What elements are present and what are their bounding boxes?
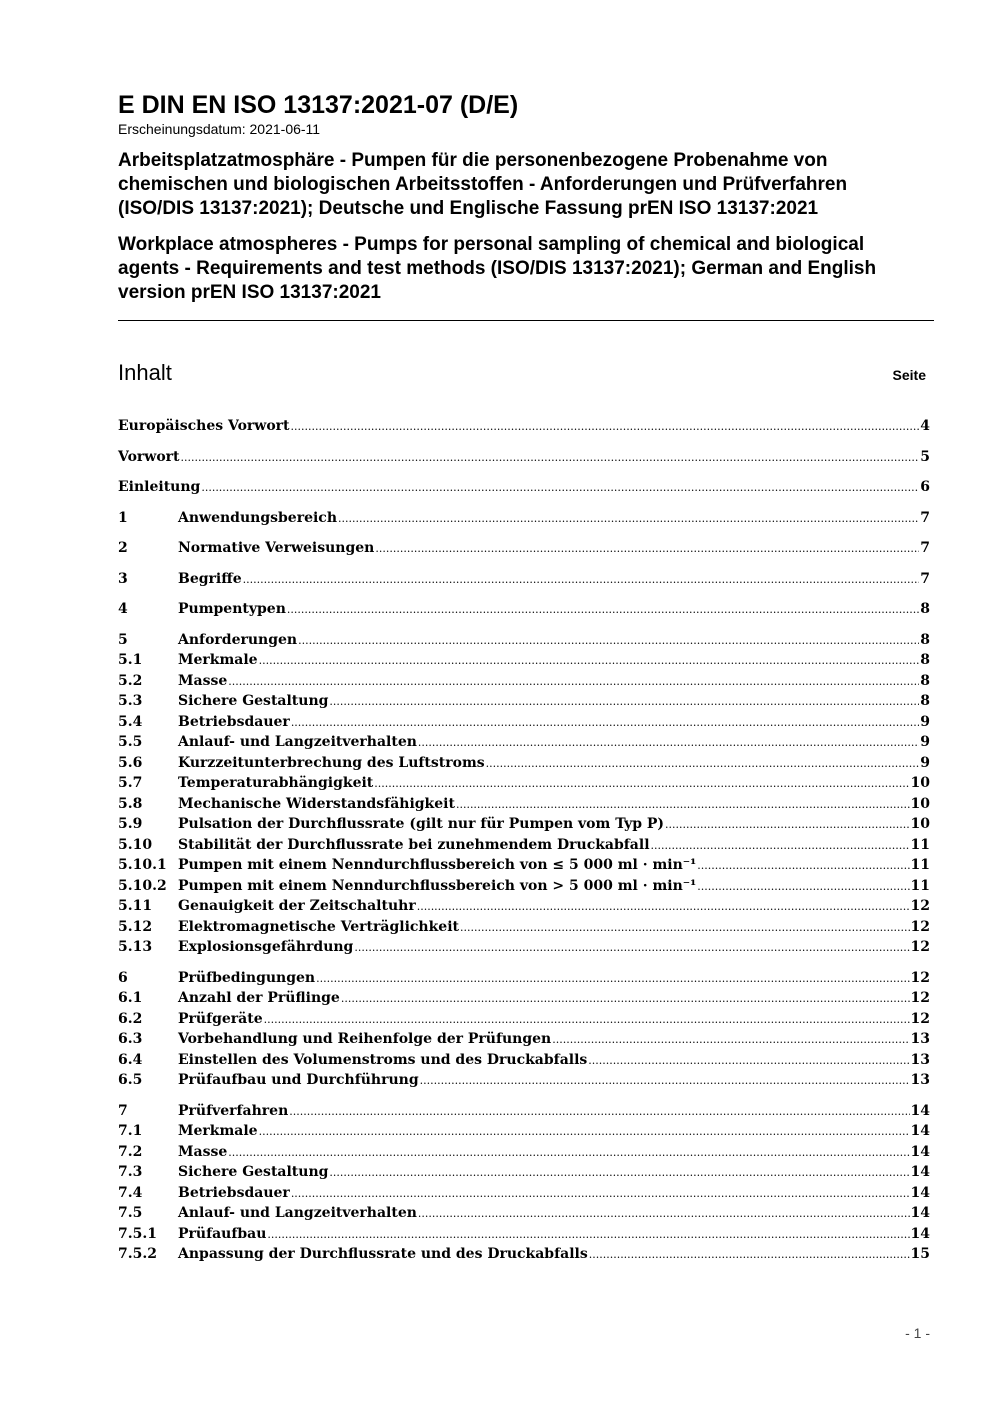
- toc-entry-page: 7: [920, 509, 930, 526]
- toc-entry-page: 12: [910, 898, 930, 914]
- toc-entry-page: 12: [910, 990, 930, 1006]
- toc-entry-number: 4: [118, 601, 128, 617]
- toc-entry[interactable]: [118, 835, 930, 856]
- toc-entry-label: Europäisches Vorwort: [118, 418, 290, 434]
- toc-entry-page: 9: [920, 713, 930, 730]
- toc-page-column-label: Seite: [892, 367, 926, 383]
- toc-entry[interactable]: [118, 1162, 930, 1183]
- publication-date: Erscheinungsdatum: 2021-06-11: [118, 121, 321, 137]
- toc-entry-label: Stabilität der Durchflussrate bei zunehmendem Druckabfall: [178, 836, 650, 853]
- toc-entry-label: Merkmale: [178, 652, 258, 668]
- toc-entry-label: Einleitung: [118, 479, 201, 495]
- toc-entry-label: Normative Verweisungen: [178, 540, 375, 556]
- title-english-line: agents - Requirements and test methods (ISO/DIS 13137:2021); German and English: [118, 258, 877, 279]
- toc-entry[interactable]: [118, 1203, 930, 1224]
- toc-dot-leader: [341, 989, 910, 1010]
- toc-entry-label: Prüfaufbau: [178, 1225, 267, 1242]
- toc-dot-leader: [259, 651, 920, 672]
- page-number: - 1 -: [905, 1325, 930, 1341]
- toc-entry-number: 6: [118, 969, 128, 986]
- toc-dot-leader: [243, 570, 920, 591]
- toc-dot-leader: [417, 897, 910, 918]
- toc-entry-page: 14: [910, 1184, 930, 1201]
- toc-entry-page: 11: [910, 877, 930, 894]
- toc-entry-label: Temperaturabhängigkeit: [178, 775, 374, 791]
- toc-entry-label: Pumpentypen: [178, 601, 286, 617]
- toc-dot-leader: [374, 774, 909, 795]
- toc-entry-number: 5.5: [118, 734, 143, 750]
- toc-entry-page: 12: [910, 969, 930, 986]
- toc-dot-leader: [291, 713, 919, 734]
- toc-dot-leader: [420, 1071, 910, 1092]
- toc-entry-number: 6.3: [118, 1031, 143, 1047]
- toc-entry-number: 5.10.1: [118, 857, 167, 873]
- toc-entry-number: 6.1: [118, 990, 143, 1006]
- toc-dot-leader: [259, 1122, 910, 1143]
- toc-entry-number: 6.5: [118, 1072, 143, 1088]
- toc-entry[interactable]: [118, 650, 930, 671]
- toc-entry-label: Elektromagnetische Verträglichkeit: [178, 918, 459, 935]
- toc-entry-label: Anlauf- und Langzeitverhalten: [178, 1205, 417, 1221]
- toc-entry[interactable]: [118, 1050, 930, 1071]
- toc-entry-label: Merkmale: [178, 1123, 258, 1139]
- toc-entry[interactable]: [118, 1224, 930, 1245]
- toc-dot-leader: [291, 1184, 910, 1205]
- toc-entry-label: Anlauf- und Langzeitverhalten: [178, 734, 417, 750]
- toc-entry-number: 5: [118, 631, 128, 648]
- toc-entry-number: 5.7: [118, 775, 143, 791]
- toc-entry-page: 13: [910, 1051, 930, 1068]
- toc-entry[interactable]: [118, 896, 930, 917]
- toc-entry-label: Masse: [178, 672, 228, 689]
- toc-entry-number: 7.5.2: [118, 1246, 157, 1262]
- toc-dot-leader: [228, 672, 919, 693]
- title-english: [118, 233, 934, 305]
- toc-dot-leader: [552, 1030, 909, 1051]
- toc-entry-label: Betriebsdauer: [178, 713, 290, 730]
- toc-dot-leader: [289, 1102, 909, 1123]
- toc-entry-page: 9: [920, 754, 930, 771]
- toc-entry[interactable]: [118, 477, 930, 498]
- toc-entry-page: 11: [910, 836, 930, 853]
- toc-entry[interactable]: [118, 814, 930, 835]
- toc-entry[interactable]: [118, 855, 930, 876]
- toc-dot-leader: [588, 1051, 909, 1072]
- header-divider: [118, 320, 934, 321]
- toc-entry[interactable]: [118, 876, 930, 897]
- toc-dot-leader: [486, 754, 920, 775]
- toc-entry[interactable]: [118, 988, 930, 1009]
- toc-entry-number: 7.4: [118, 1184, 143, 1201]
- toc-entry-label: Anzahl der Prüflinge: [178, 990, 340, 1006]
- toc-entry-page: 8: [920, 652, 930, 668]
- toc-entry[interactable]: [118, 753, 930, 774]
- toc-entry-label: Mechanische Widerstandsfähigkeit: [178, 795, 455, 812]
- toc-entry-number: 7: [118, 1102, 128, 1119]
- toc-entry[interactable]: [118, 773, 930, 794]
- toc-entry-label: Genauigkeit der Zeitschaltuhr: [178, 898, 416, 914]
- toc-entry-page: 8: [920, 601, 930, 617]
- toc-dot-leader: [316, 969, 909, 990]
- toc-entry-page: 14: [910, 1164, 930, 1180]
- toc-dot-leader: [418, 733, 919, 754]
- toc-entry[interactable]: [118, 1101, 930, 1122]
- toc-entry-number: 5.1: [118, 652, 143, 668]
- toc-entry-number: 7.5: [118, 1205, 143, 1221]
- toc-header: [118, 360, 926, 386]
- toc-entry-page: 10: [910, 795, 930, 812]
- toc-entry-number: 7.2: [118, 1143, 143, 1160]
- toc-entry-page: 15: [910, 1246, 930, 1262]
- toc-entry-label: Vorwort: [118, 448, 180, 465]
- toc-entry-label: Explosionsgefährdung: [178, 939, 354, 955]
- toc-entry-number: 6.2: [118, 1010, 143, 1027]
- toc-dot-leader: [697, 877, 909, 898]
- toc-entry-label: Anpassung der Durchflussrate und des Druckabfalls: [178, 1246, 588, 1262]
- toc-entry-number: 5.6: [118, 754, 143, 771]
- toc-entry-page: 11: [910, 857, 930, 873]
- toc-entry[interactable]: [118, 630, 930, 651]
- toc-entry-label: Anforderungen: [178, 631, 298, 648]
- toc-entry[interactable]: [118, 508, 930, 529]
- toc-entry-page: 12: [910, 918, 930, 935]
- toc-entry-number: 6.4: [118, 1051, 143, 1068]
- toc-dot-leader: [267, 1225, 909, 1246]
- toc-entry-number: 5.4: [118, 713, 143, 730]
- title-german: [118, 149, 934, 221]
- toc-entry-number: 5.9: [118, 816, 143, 832]
- toc-entry-page: 8: [920, 672, 930, 689]
- toc-entry-label: Pulsation der Durchflussrate (gilt nur für Pumpen vom Typ P): [178, 816, 665, 832]
- title-german-line: Arbeitsplatzatmosphäre - Pumpen für die personenbezogene Probenahme von: [118, 150, 828, 171]
- toc-entry-label: Kurzzeitunterbrechung des Luftstroms: [178, 754, 485, 771]
- toc-entry-page: 14: [910, 1143, 930, 1160]
- toc-entry-label: Sichere Gestaltung: [178, 1164, 329, 1180]
- toc-entry-number: 5.8: [118, 795, 143, 812]
- toc-dot-leader: [228, 1143, 909, 1164]
- toc-dot-leader: [338, 509, 919, 530]
- toc-heading: Inhalt: [118, 360, 172, 385]
- toc-entry[interactable]: [118, 538, 930, 559]
- toc-entry-number: 7.3: [118, 1164, 143, 1180]
- toc-entry-page: 7: [920, 540, 930, 556]
- toc-entry-label: Betriebsdauer: [178, 1184, 290, 1201]
- toc-entry[interactable]: [118, 691, 930, 712]
- toc-entry[interactable]: [118, 1142, 930, 1163]
- toc-entry-page: 8: [920, 631, 930, 648]
- toc-entry-number: 5.12: [118, 918, 153, 935]
- toc-dot-leader: [460, 918, 910, 939]
- toc-entry-label: Pumpen mit einem Nenndurchflussbereich von > 5 000 ml · min⁻¹: [178, 877, 697, 894]
- toc-dot-leader: [329, 692, 919, 713]
- toc-entry[interactable]: [118, 1244, 930, 1265]
- toc-entry[interactable]: [118, 1121, 930, 1142]
- toc-entry-page: 14: [910, 1225, 930, 1242]
- toc-entry[interactable]: [118, 1183, 930, 1204]
- toc-dot-leader: [697, 856, 909, 877]
- toc-entry-label: Einstellen des Volumenstroms und des Druckabfalls: [178, 1051, 588, 1068]
- toc-entry-label: Prüfverfahren: [178, 1102, 289, 1119]
- toc-entry-page: 7: [920, 570, 930, 587]
- toc-entry[interactable]: [118, 569, 930, 590]
- toc-dot-leader: [651, 836, 910, 857]
- toc-dot-leader: [354, 938, 909, 959]
- title-german-line: chemischen und biologischen Arbeitsstoffen - Anforderungen und Prüfverfahren: [118, 174, 848, 195]
- toc-entry-number: 7.5.1: [118, 1225, 157, 1242]
- toc-dot-leader: [418, 1204, 910, 1225]
- toc-entry-page: 12: [910, 1010, 930, 1027]
- toc-entry-page: 13: [910, 1031, 930, 1047]
- toc-entry[interactable]: [118, 599, 930, 620]
- toc-entry-label: Masse: [178, 1143, 228, 1160]
- toc-entry-label: Prüfgeräte: [178, 1010, 263, 1027]
- toc-entry-label: Prüfaufbau und Durchführung: [178, 1072, 419, 1088]
- toc-entry-number: 5.3: [118, 693, 143, 709]
- toc-entry[interactable]: [118, 671, 930, 692]
- toc-entry[interactable]: [118, 794, 930, 815]
- toc-dot-leader: [375, 539, 919, 560]
- toc-entry[interactable]: [118, 917, 930, 938]
- toc-dot-leader: [291, 417, 920, 438]
- toc-entry-page: 12: [910, 939, 930, 955]
- toc-entry-number: 5.13: [118, 939, 153, 955]
- toc-entry-label: Sichere Gestaltung: [178, 693, 329, 709]
- toc-entry-page: 9: [920, 734, 930, 750]
- toc-dot-leader: [298, 631, 919, 652]
- toc-entry-page: 6: [920, 479, 930, 495]
- toc-entry[interactable]: [118, 968, 930, 989]
- document-id: E DIN EN ISO 13137:2021-07 (D/E): [118, 91, 519, 119]
- toc-entry-page: 5: [920, 448, 930, 465]
- toc-entry-page: 10: [910, 816, 930, 832]
- toc-entry-number: 7.1: [118, 1123, 143, 1139]
- toc-entry-number: 3: [118, 570, 128, 587]
- title-english-line: Workplace atmospheres - Pumps for personal sampling of chemical and biological: [118, 234, 865, 255]
- title-english-line: version prEN ISO 13137:2021: [118, 282, 381, 303]
- toc-entry-label: Anwendungsbereich: [178, 509, 337, 526]
- toc-entry-number: 5.10: [118, 836, 153, 853]
- toc-entry-number: 5.11: [118, 898, 153, 914]
- toc-dot-leader: [264, 1010, 910, 1031]
- toc-entry[interactable]: [118, 937, 930, 958]
- toc-entry-number: 5.2: [118, 672, 143, 689]
- toc-entry-page: 14: [910, 1205, 930, 1221]
- toc-dot-leader: [181, 448, 920, 469]
- toc-entry-page: 13: [910, 1072, 930, 1088]
- toc-entry[interactable]: [118, 447, 930, 468]
- toc-entry-label: Begriffe: [178, 570, 242, 587]
- toc-entry[interactable]: [118, 712, 930, 733]
- toc-entry[interactable]: [118, 732, 930, 753]
- toc-entry[interactable]: [118, 1070, 930, 1091]
- toc-dot-leader: [665, 815, 909, 836]
- toc-entry-label: Pumpen mit einem Nenndurchflussbereich von ≤ 5 000 ml · min⁻¹: [178, 857, 697, 873]
- table-of-contents: [118, 416, 930, 1265]
- toc-entry-number: 1: [118, 509, 128, 526]
- toc-entry-number: 2: [118, 540, 128, 556]
- toc-entry-page: 4: [920, 418, 930, 434]
- toc-dot-leader: [329, 1163, 909, 1184]
- toc-entry-page: 14: [910, 1123, 930, 1139]
- toc-entry[interactable]: [118, 1029, 930, 1050]
- toc-entry-page: 10: [910, 775, 930, 791]
- toc-entry-label: Prüfbedingungen: [178, 969, 316, 986]
- toc-entry-number: 5.10.2: [118, 877, 167, 894]
- toc-dot-leader: [589, 1245, 910, 1266]
- toc-dot-leader: [287, 600, 919, 621]
- toc-entry-page: 14: [910, 1102, 930, 1119]
- toc-entry-label: Vorbehandlung und Reihenfolge der Prüfungen: [178, 1031, 552, 1047]
- toc-entry[interactable]: [118, 416, 930, 437]
- toc-dot-leader: [201, 478, 919, 499]
- toc-dot-leader: [456, 795, 910, 816]
- toc-entry[interactable]: [118, 1009, 930, 1030]
- title-german-line: (ISO/DIS 13137:2021); Deutsche und Englische Fassung prEN ISO 13137:2021: [118, 198, 819, 219]
- toc-entry-page: 8: [920, 693, 930, 709]
- document-header: [118, 90, 934, 305]
